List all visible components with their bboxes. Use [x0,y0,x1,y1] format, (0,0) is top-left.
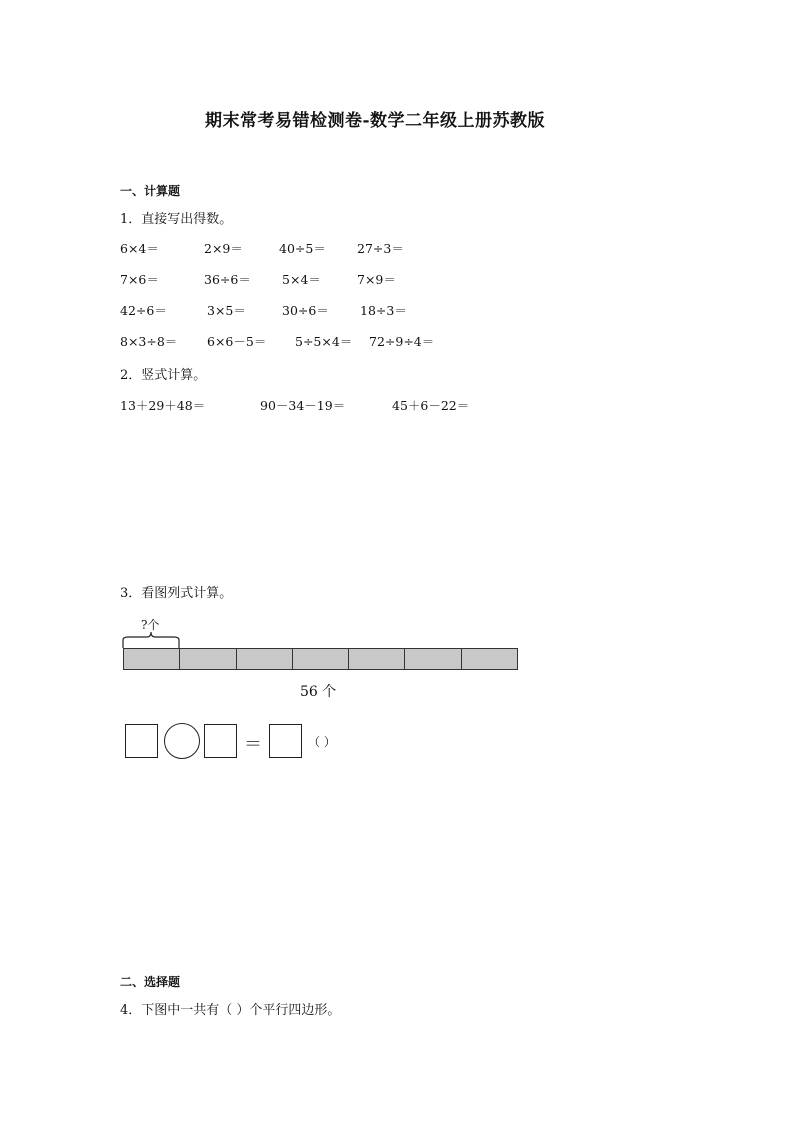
total-label: 56 个 [300,684,337,700]
calc-item: 7×6＝ [120,272,159,287]
calc-item: 40÷5＝ [279,241,326,256]
calc-item: 6×4＝ [120,241,159,256]
bar-segment [179,648,235,670]
calc-item: 42÷6＝ [120,303,167,318]
unit-paren: （ ） [308,735,336,749]
calc-item: 27÷3＝ [357,241,404,256]
section-heading-calculation: 一、计算题 [120,184,181,198]
bar-segment [461,648,518,670]
answer-box[interactable] [125,724,158,758]
calc-item: 30÷6＝ [282,303,329,318]
question-1-label: 1．直接写出得数。 [120,212,233,227]
bar-segment [236,648,292,670]
brace-bracket [120,630,184,650]
question-2-label: 2．竖式计算。 [120,368,207,383]
calc-item: 7×9＝ [357,272,396,287]
calc-item: 18÷3＝ [360,303,407,318]
operator-circle[interactable] [164,723,200,759]
calc-item: 5÷5×4＝ [295,334,353,349]
calc-item: 72÷9÷4＝ [369,334,435,349]
question-3-label: 3．看图列式计算。 [120,586,233,601]
bar-segment [292,648,348,670]
brace-label: ?个 [141,618,160,632]
answer-box[interactable] [204,724,237,758]
calc-item: 3×5＝ [207,303,246,318]
answer-box[interactable] [269,724,302,758]
calc-item: 5×4＝ [282,272,321,287]
calc-item: 2×9＝ [204,241,243,256]
vertical-calc-item: 13＋29＋48＝ [120,398,206,413]
page-title: 期末常考易错检测卷-数学二年级上册苏教版 [205,111,546,131]
calc-item: 8×3÷8＝ [120,334,178,349]
section-heading-choice: 二、选择题 [120,975,181,989]
question-4-label: 4．下图中一共有（ ）个平行四边形。 [120,1003,341,1018]
calc-item: 36÷6＝ [204,272,251,287]
vertical-calc-item: 45＋6－22＝ [392,398,470,413]
bar-segment [404,648,460,670]
equals-sign: ＝ [244,734,262,755]
calc-item: 6×6－5＝ [207,334,267,349]
segment-bar [123,648,518,670]
bar-segment [348,648,404,670]
bar-segment [123,648,179,670]
vertical-calc-item: 90－34－19＝ [260,398,346,413]
